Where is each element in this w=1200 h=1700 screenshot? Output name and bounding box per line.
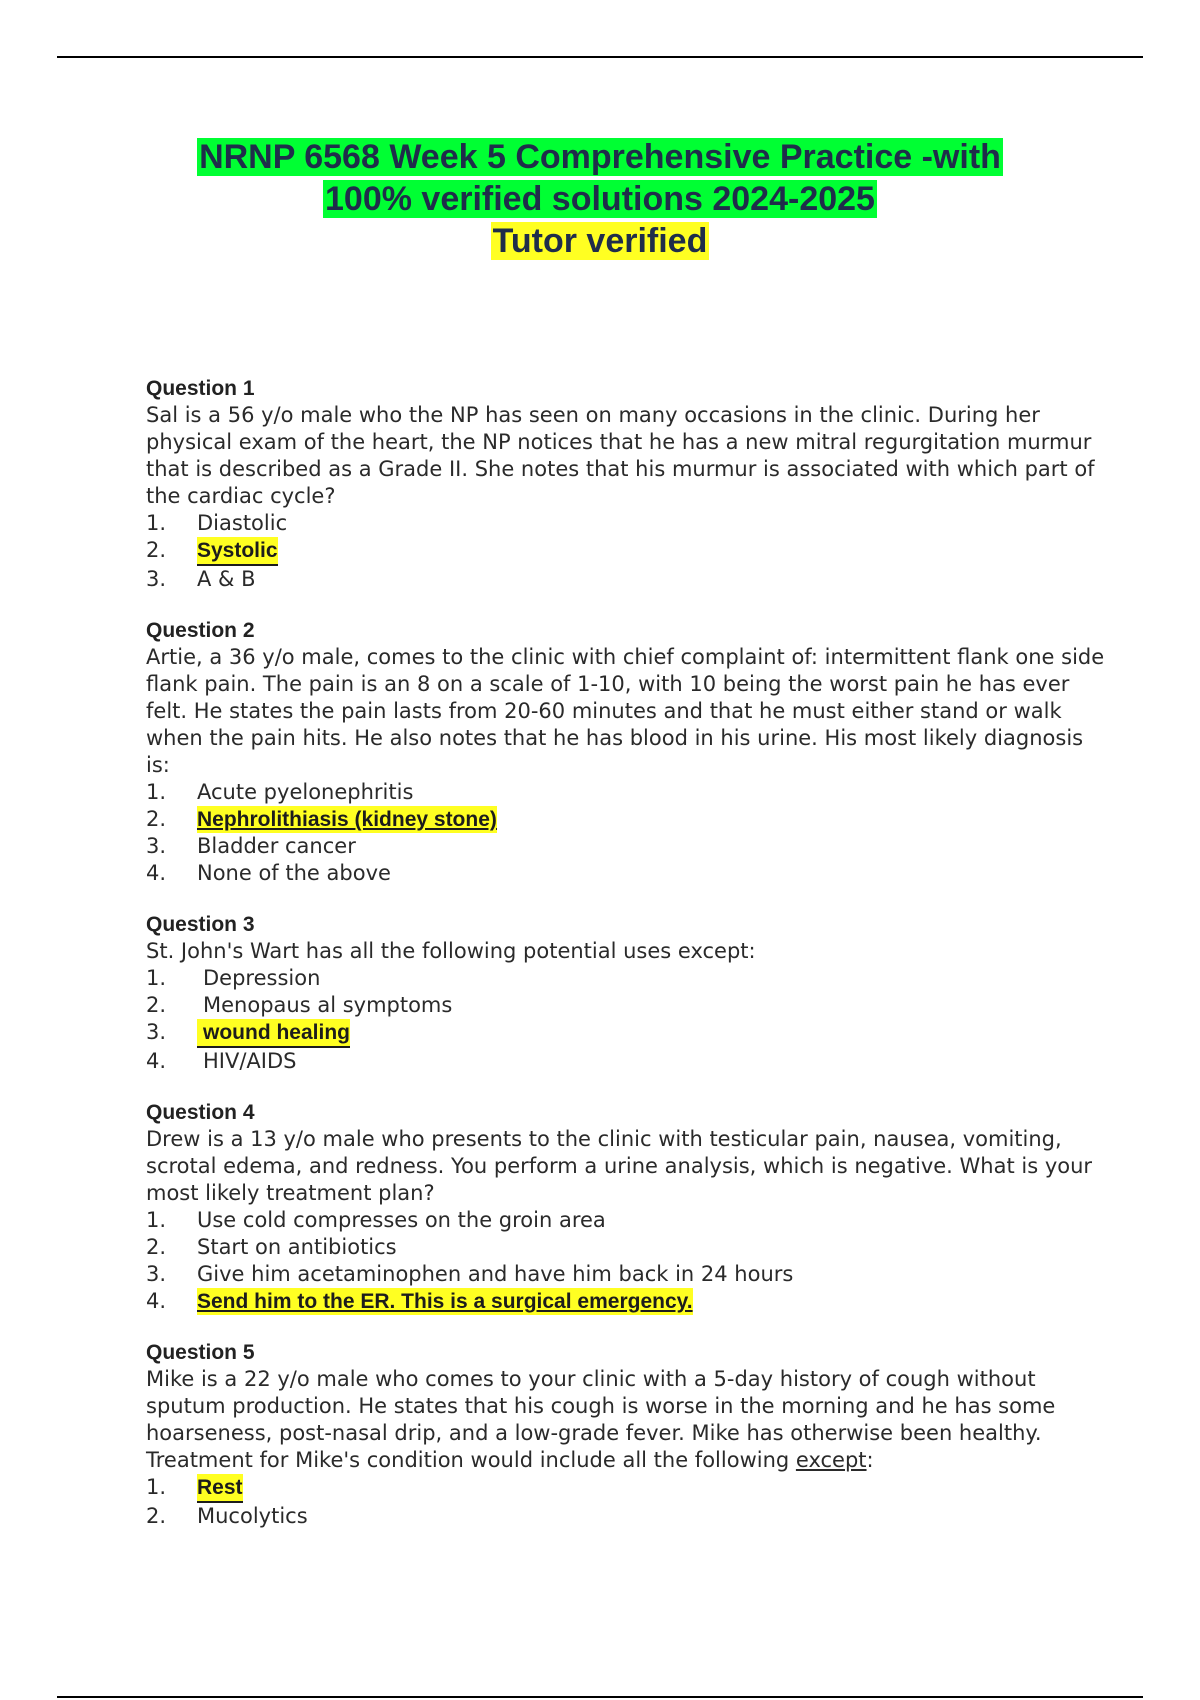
option-text: Acute pyelonephritis [197,780,414,804]
question-stem [146,1366,1106,1474]
option-number: 3. [146,834,167,858]
question-2 [146,618,1106,887]
option-number: 3. [146,1020,167,1044]
option-text: None of the above [197,861,391,885]
question-heading: Question 1 [146,377,255,400]
answer-options [146,1207,1106,1315]
option-text: Mucolytics [197,1504,308,1528]
answer-option [146,1207,1106,1234]
question-heading: Question 2 [146,619,255,642]
questions-content [146,376,1106,1555]
title-line-3: Tutor verified [492,222,708,260]
correct-answer-highlight: Nephrolithiasis (kidney stone) [197,808,497,831]
question-1 [146,376,1106,593]
option-text: Use cold compresses on the groin area [197,1208,606,1232]
question-3 [146,912,1106,1075]
answer-option [146,1503,1106,1530]
option-number: 2. [146,993,167,1017]
answer-options [146,510,1106,593]
option-number: 1. [146,1208,167,1232]
answer-option [146,1288,1106,1315]
correct-answer-highlight: Rest [197,1474,243,1503]
title-line-2: 100% verified solutions 2024-2025 [325,180,875,218]
question-stem-end: : [866,1448,874,1472]
option-number: 1. [146,966,167,990]
option-number: 2. [146,1235,167,1259]
option-text: Menopaus al symptoms [203,993,453,1017]
option-text: Depression [203,966,321,990]
question-5 [146,1340,1106,1530]
option-number: 4. [146,1049,167,1073]
correct-answer-highlight: Systolic [197,537,278,566]
option-number: 1. [146,511,167,535]
answer-option [146,806,1106,833]
answer-option [146,992,1106,1019]
answer-option [146,537,1106,566]
answer-options [146,965,1106,1075]
question-stem: St. John's Wart has all the following potential uses except: [146,939,756,963]
page-bottom-rule [57,1696,1143,1698]
answer-options [146,779,1106,887]
option-text: Start on antibiotics [197,1235,397,1259]
option-text: Diastolic [197,511,288,535]
option-number: 3. [146,567,167,591]
title-line-1: NRNP 6568 Week 5 Comprehensive Practice -with [199,138,1001,176]
answer-option [146,1019,1106,1048]
answer-option [146,1234,1106,1261]
answer-option [146,566,1106,593]
answer-options [146,1474,1106,1530]
answer-option [146,833,1106,860]
question-stem-emphasis: except [795,1448,867,1472]
option-number: 2. [146,807,167,831]
question-stem: Artie, a 36 y/o male, comes to the clinic with chief complaint of: intermittent flank one side flank pain. The pain is an 8 on a scale of 1-10, with 10 being the worst pain he has ever felt. He states the pain lasts from 20-60 minutes and that he must either stand or walk when the pain hits. He also notes that he has blood in his urine. His most likely diagnosis is: [146,645,1105,777]
answer-option [146,965,1106,992]
answer-option [146,1261,1106,1288]
question-stem-main: Mike is a 22 y/o male who comes to your clinic with a 5-day history of cough without sputum production. He states that his cough is worse in the morning and he has some hoarseness, post-nasal drip, and a low-grade fever. Mike has otherwise been healthy. Treatment for Mike's condition would include all the following [146,1367,1056,1472]
answer-option [146,779,1106,806]
document-title [150,136,1050,262]
answer-option [146,860,1106,887]
page-top-rule [57,56,1143,58]
answer-option [146,510,1106,537]
question-stem: Sal is a 56 y/o male who the NP has seen on many occasions in the clinic. During her physical exam of the heart, the NP notices that he has a new mitral regurgitation murmur that is described as a Grade II. She notes that his murmur is associated with which part of the cardiac cycle? [146,403,1095,508]
option-number: 4. [146,1289,167,1313]
question-heading: Question 5 [146,1341,255,1364]
option-text: Bladder cancer [197,834,356,858]
question-heading: Question 3 [146,913,255,936]
option-number: 1. [146,780,167,804]
option-number: 4. [146,861,167,885]
option-number: 1. [146,1475,167,1499]
option-number: 3. [146,1262,167,1286]
answer-option [146,1474,1106,1503]
question-4 [146,1100,1106,1315]
question-heading: Question 4 [146,1101,255,1124]
option-text: HIV/AIDS [203,1049,297,1073]
option-number: 2. [146,538,167,562]
question-stem: Drew is a 13 y/o male who presents to the clinic with testicular pain, nausea, vomiting, scrotal edema, and redness. You perform a urine analysis, which is negative. What is your most likely treatment plan? [146,1127,1093,1205]
correct-answer-highlight: wound healing [197,1019,350,1048]
correct-answer-highlight: Send him to the ER. This is a surgical emergency. [197,1290,693,1313]
option-number: 2. [146,1504,167,1528]
option-text: A & B [197,567,256,591]
option-text: Give him acetaminophen and have him back in 24 hours [197,1262,794,1286]
answer-option [146,1048,1106,1075]
